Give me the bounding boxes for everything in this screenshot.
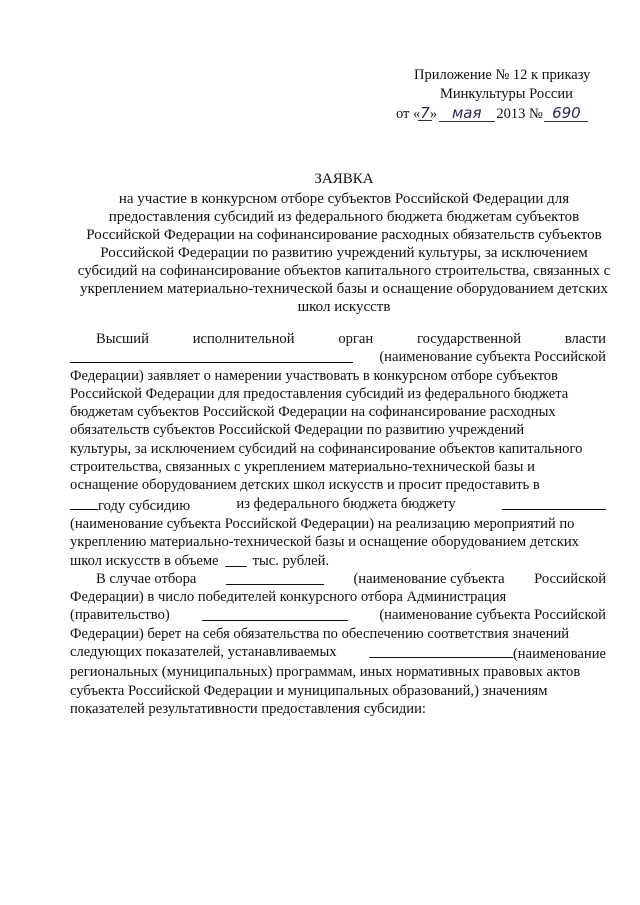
title-line: предоставления субсидий из федерального бюджета бюджетам субъектов — [108, 209, 580, 225]
body-line: укреплению материально-технической базы и оснащение оборудованием детских — [70, 534, 579, 551]
blank-field — [202, 606, 348, 621]
body-line: году субсидию из федерального бюджета бюджету — [70, 495, 606, 515]
body-line: Высший исполнительной орган государственной власти — [96, 331, 606, 347]
body-line: Федерации) в число победителей конкурсного отбора Администрация — [70, 589, 507, 606]
blank-field — [70, 495, 98, 510]
body-line: обязательств субъектов Российской Федерации по развитию учреждений — [70, 422, 525, 439]
title-line: Российской Федерации по развитию учреждений культуры, за исключением — [100, 245, 588, 261]
body-line: строительства, связанных с укреплением материально-технической базы и — [70, 459, 535, 476]
order-date-line — [396, 104, 606, 124]
year-number-label: 2013 № — [496, 106, 543, 122]
ministry-line: Минкультуры России — [440, 86, 573, 102]
body-line: оснащение оборудованием детских школ искусств и просит предоставить в — [70, 477, 540, 494]
handwritten-day: 7 — [420, 104, 430, 122]
body-line: следующих показателей, устанавливаемых (наименование — [70, 644, 606, 663]
title-line: субсидий на софинансирование объектов капитального строительства, связанных с — [77, 263, 611, 279]
body-line: школ искусств в объеме тыс. рублей. — [70, 552, 330, 569]
body-line: Федерации) заявляет о намерении участвовать в конкурсном отборе субъектов — [70, 367, 558, 384]
from-label: от « — [396, 106, 421, 122]
body-line: культуры, за исключением субсидий на софинансирование объектов капитального — [70, 440, 583, 457]
blank-field — [369, 643, 513, 658]
body-line: (наименование субъекта Российской Федерации) на реализацию мероприятий по — [70, 515, 575, 532]
appendix-line: Приложение № 12 к приказу — [414, 67, 591, 83]
title-line: Российской Федерации на софинансирование расходных обязательств субъектов — [86, 227, 602, 243]
title-line: школ искусств — [297, 299, 391, 315]
application-title — [70, 170, 618, 316]
handwritten-order-number: 690 — [546, 104, 586, 123]
close-quote: » — [429, 106, 438, 122]
body-line: показателей результативности предоставления субсидии: — [70, 700, 426, 717]
title-line: на участие в конкурсном отборе субъектов Российской Федерации для — [118, 191, 570, 207]
appendix-header — [396, 66, 606, 124]
body-line: (наименование субъекта Российской — [70, 348, 606, 366]
body-line: бюджетам субъектов Российской Федерации на софинансирование расходных — [70, 404, 556, 421]
blank-field — [502, 495, 606, 510]
handwritten-month: мая — [441, 104, 493, 123]
title-line: укреплением материально-технической базы и оснащение оборудованием детских — [79, 281, 609, 297]
application-body — [70, 330, 606, 718]
body-line: Российской Федерации для предоставления субсидий из федерального бюджета — [70, 385, 569, 402]
body-line: региональных (муниципальных) программам, иных нормативных правовых актов — [70, 664, 581, 681]
body-line: В случае отбора (наименование субъекта Российской — [96, 570, 606, 587]
body-line: субъекта Российской Федерации и муниципальных образований,) значениям — [70, 682, 548, 699]
title-word: ЗАЯВКА — [314, 171, 374, 187]
blank-field — [225, 552, 247, 567]
blank-field — [70, 348, 353, 363]
body-line: (правительство) (наименование субъекта Российской — [70, 607, 606, 624]
body-line: Федерации) берет на себя обязательства по обеспечению соответствия значений — [70, 625, 570, 642]
blank-field — [226, 570, 324, 585]
